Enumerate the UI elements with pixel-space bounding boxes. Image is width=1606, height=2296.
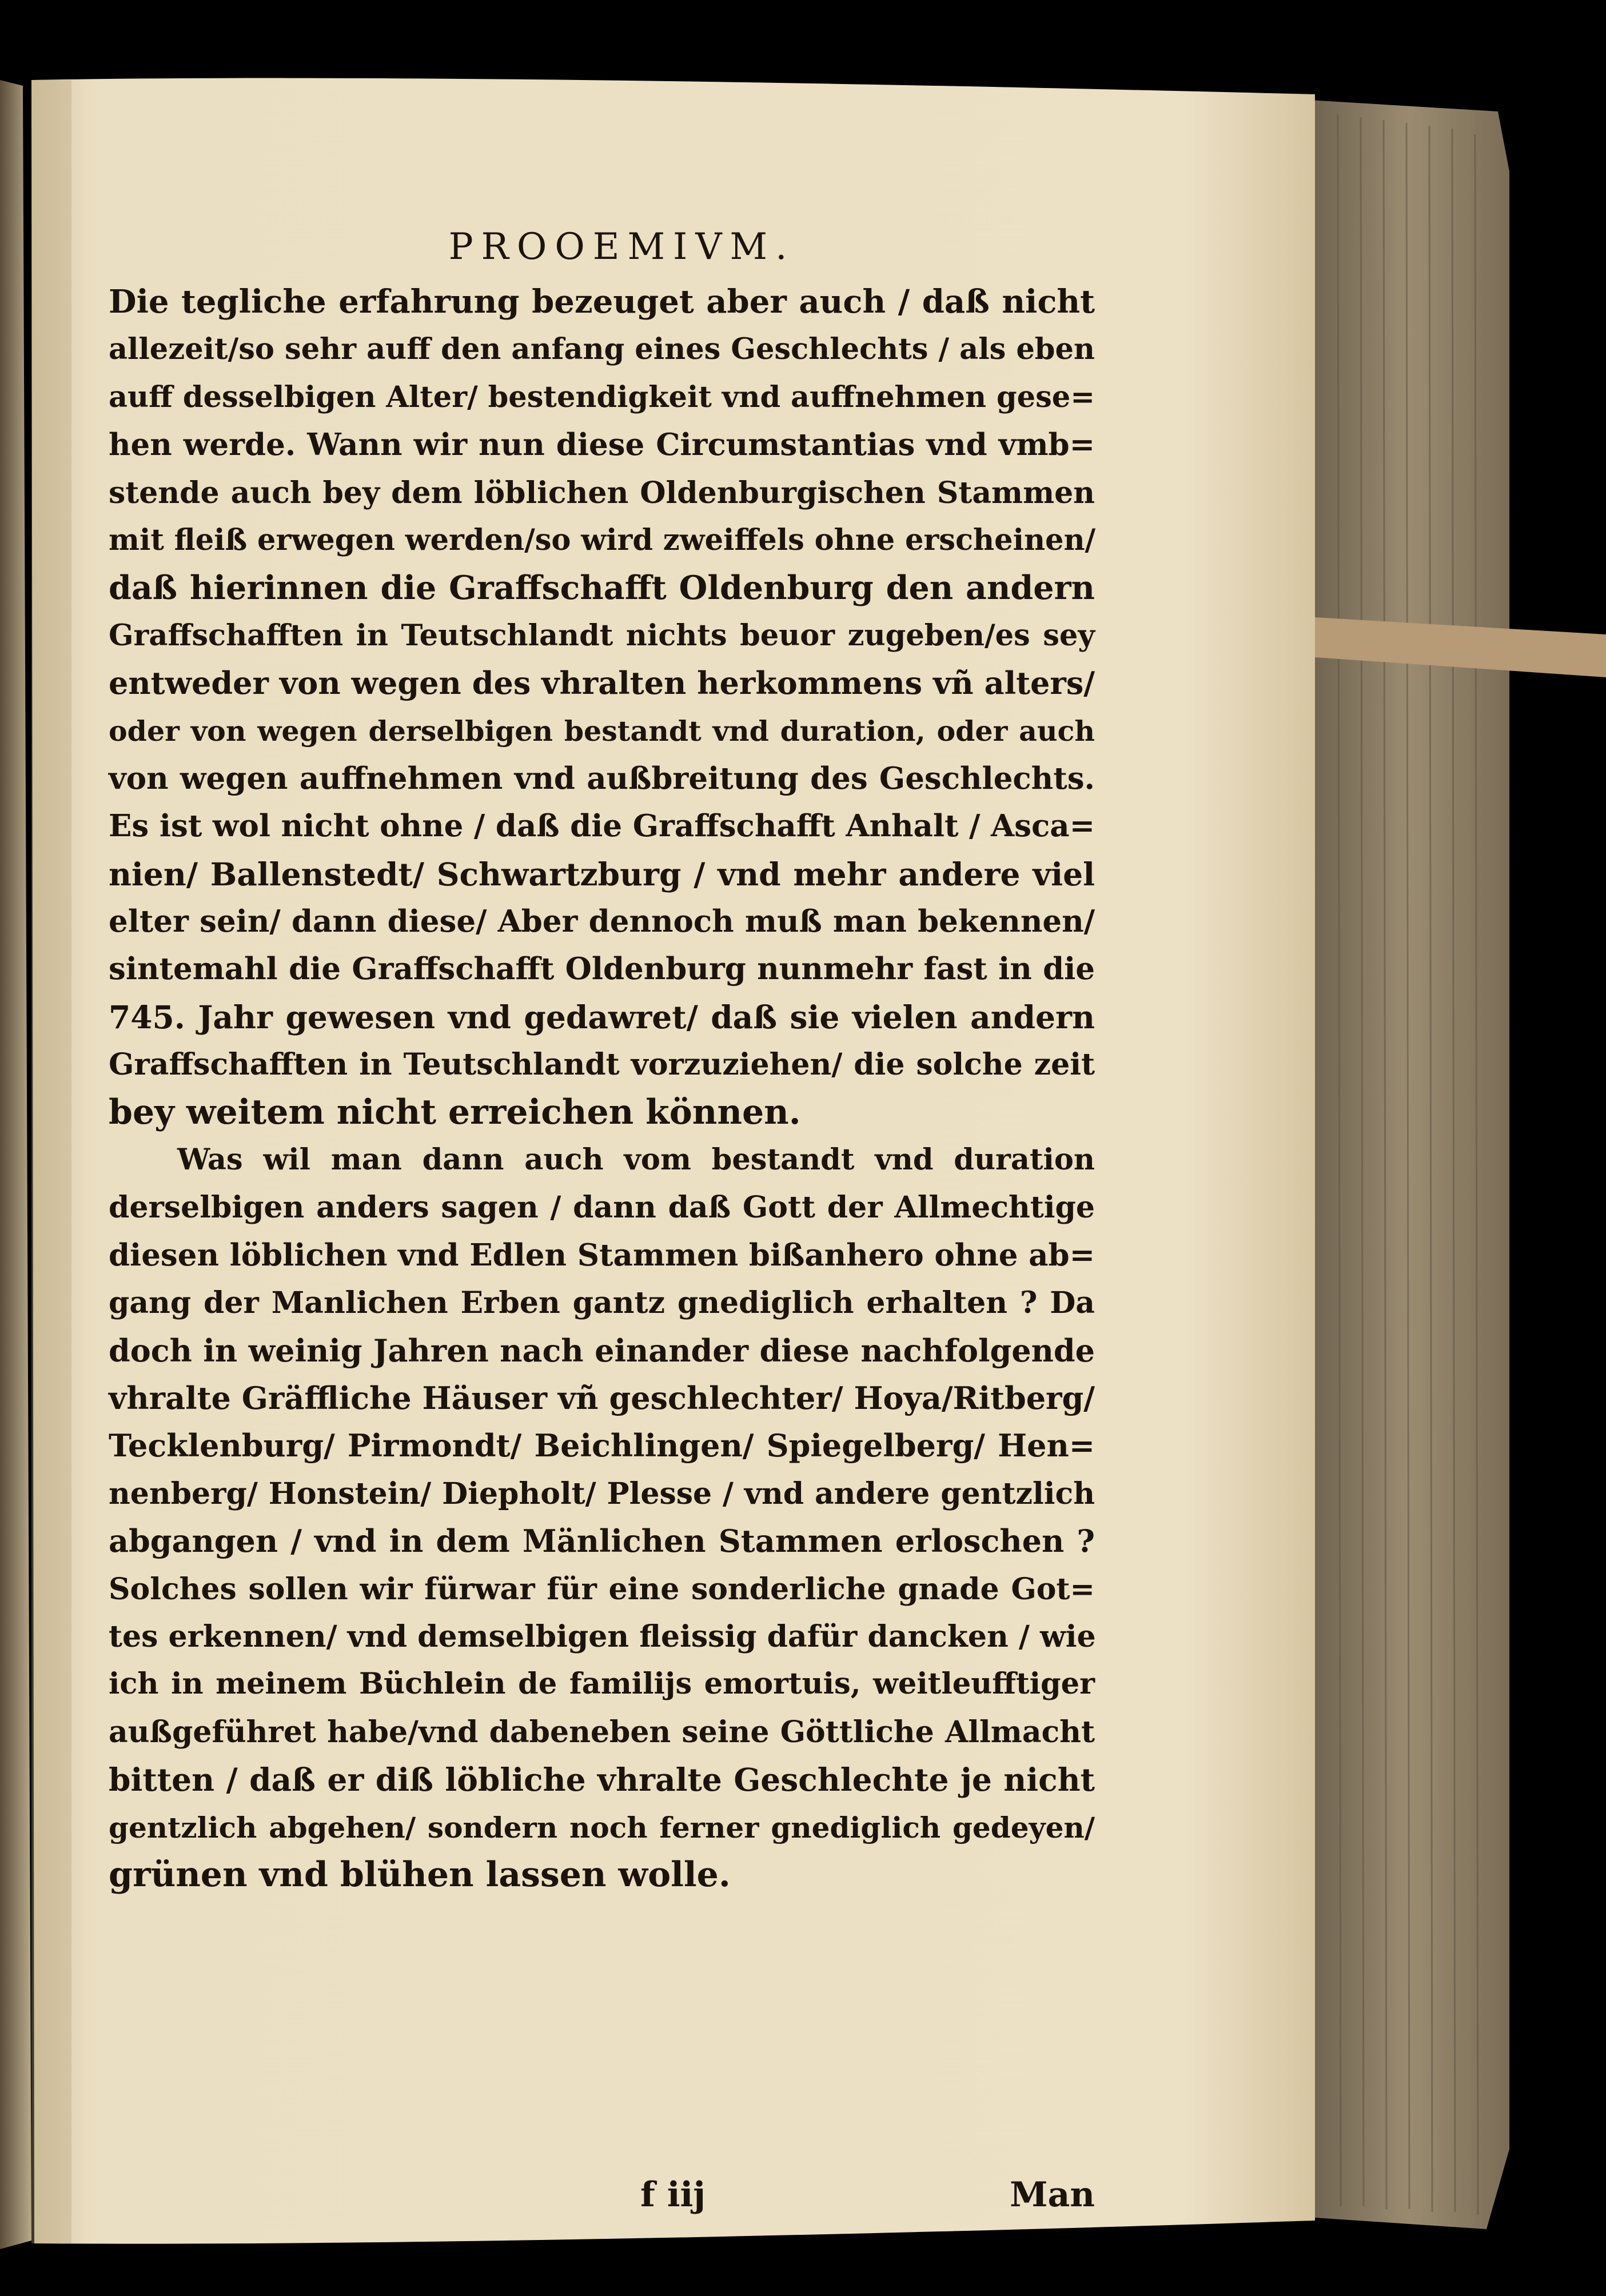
text-line: 745. Jahr gewesen vnd gedawret/ daß sie vielen andern <box>109 998 1095 1036</box>
text-line: Was wil man dann auch vom bestandt vnd duration <box>177 1143 1095 1177</box>
text-line: Die tegliche erfahrung bezeuget aber auch / daß nicht <box>109 283 1095 321</box>
text-line: diesen löblichen vnd Edlen Stammen bißanhero ohne ab= <box>109 1237 1095 1273</box>
text-line: Tecklenburg/ Pirmondt/ Beichlingen/ Spiegelberg/ Hen= <box>109 1427 1095 1464</box>
text-line: gentzlich abgehen/ sondern noch ferner gnediglich gedeyen/ <box>109 1810 1095 1844</box>
text-line: stende auch bey dem löblichen Oldenburgischen Stammen <box>109 475 1095 510</box>
text-line: auff desselbigen Alter/ bestendigkeit vnd auffnehmen gese= <box>109 380 1095 414</box>
page-text-block <box>109 226 1096 2215</box>
text-line: gang der Manlichen Erben gantz gnediglich erhalten ? Da <box>109 1285 1095 1321</box>
text-line: sintemahl die Graffschafft Oldenburg nunmehr fast in die <box>109 951 1095 987</box>
text-line: ich in meinem Büchlein de familijs emortuis, weitleufftiger <box>109 1667 1095 1702</box>
text-line: allezeit/so sehr auff den anfang eines Geschlechts / als eben <box>109 332 1095 367</box>
text-line: nenberg/ Honstein/ Diepholt/ Plesse / vnd andere gentzlich <box>109 1476 1095 1511</box>
text-line: elter sein/ dann diese/ Aber dennoch muß man bekennen/ <box>109 904 1095 940</box>
text-line: daß hierinnen die Graffschafft Oldenburg den andern <box>109 569 1095 608</box>
text-line: grünen vnd blühen lassen wolle. <box>109 1854 731 1895</box>
page-header: PROOEMIVM. <box>448 226 795 268</box>
text-line: doch in weinig Jahren nach einander diese nachfolgende <box>109 1332 1095 1369</box>
text-line: Es ist wol nicht ohne / daß die Graffschafft Anhalt / Asca= <box>109 808 1095 844</box>
text-line: nien/ Ballenstedt/ Schwartzburg / vnd mehr andere viel <box>109 855 1095 893</box>
text-line: vhralte Gräffliche Häuser vñ geschlechter/ Hoya/Ritberg/ <box>109 1379 1095 1416</box>
catchword: Man <box>1010 2175 1095 2215</box>
body-text <box>109 278 1095 1899</box>
text-line: abgangen / vnd in dem Mänlichen Stammen erloschen ? <box>109 1523 1095 1560</box>
text-line: mit fleiß erwegen werden/so wird zweiffels ohne erscheinen/ <box>109 522 1096 557</box>
text-line: außgeführet habe/vnd dabeneben seine Göttliche Allmacht <box>109 1714 1095 1750</box>
text-line: bitten / daß er diß löbliche vhralte Geschlechte je nicht <box>109 1761 1095 1799</box>
text-line: bey weitem nicht erreichen können. <box>109 1092 801 1132</box>
text-line: oder von wegen derselbigen bestandt vnd duration, oder auch <box>109 714 1095 748</box>
text-line: hen werde. Wann wir nun diese Circumstantias vnd vmb= <box>109 427 1095 463</box>
text-line: tes erkennen/ vnd demselbigen fleissig dafür dancken / wie <box>109 1619 1096 1654</box>
gutter-shadow <box>31 80 71 2243</box>
text-line: entweder von wegen des vhralten herkommens vñ alters/ <box>109 665 1095 702</box>
text-line: von wegen auffnehmen vnd außbreitung des Geschlechts. <box>109 760 1095 796</box>
signature-mark: f iij <box>640 2175 706 2215</box>
text-line: Graffschafften in Teutschlandt vorzuziehen/ die solche zeit <box>109 1047 1095 1083</box>
text-line: Solches sollen wir fürwar für eine sonderliche gnade Got= <box>109 1571 1095 1607</box>
text-line: derselbigen anders sagen / dann daß Gott der Allmechtige <box>109 1190 1095 1225</box>
page-footer <box>109 2175 1095 2226</box>
text-line: Graffschafften in Teutschlandt nichts beuor zugeben/es sey <box>109 618 1095 653</box>
